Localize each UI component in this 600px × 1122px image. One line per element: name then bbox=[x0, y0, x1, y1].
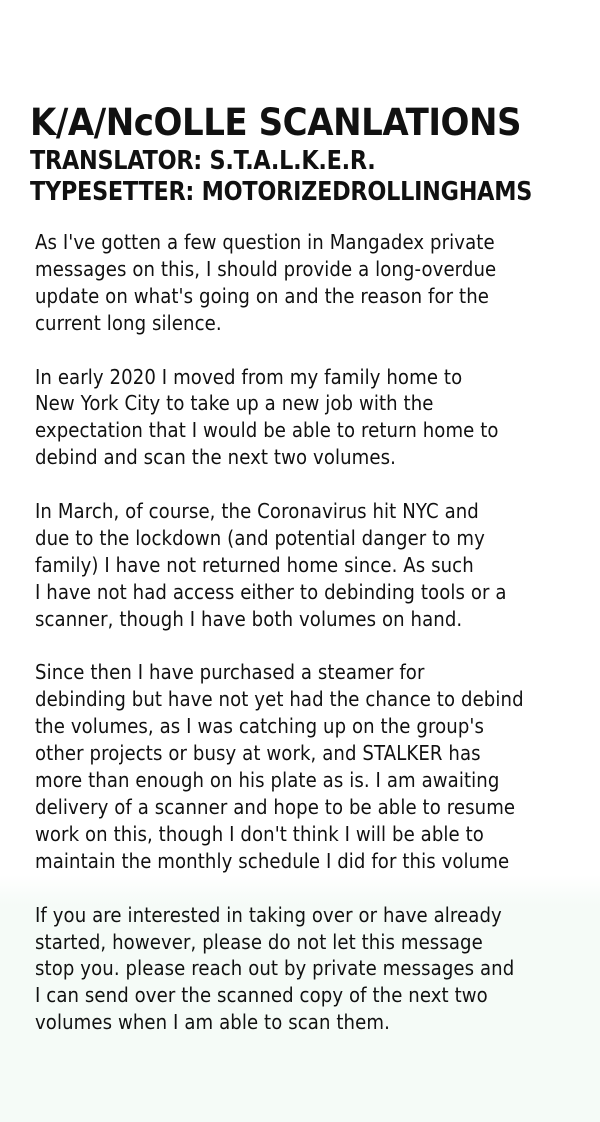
paragraph-line: New York City to take up a new job with the bbox=[35, 391, 434, 416]
paragraph-line: maintain the monthly schedule I did for this volume bbox=[35, 848, 510, 873]
typesetter-credit: TYPESETTER: MOTORIZEDROLLINGHAMS bbox=[30, 177, 533, 207]
paragraph-line: If you are interested in taking over or have already bbox=[35, 902, 502, 927]
notice-body bbox=[35, 229, 585, 1063]
paragraph-line: Since then I have purchased a steamer for bbox=[35, 660, 425, 685]
paragraph-line: In March, of course, the Coronavirus hit NYC and bbox=[35, 499, 479, 524]
paragraph-1 bbox=[35, 229, 533, 337]
paragraph-line: delivery of a scanner and hope to be able to resume bbox=[35, 794, 516, 819]
paragraph-line: volumes when I am able to scan them. bbox=[35, 1010, 390, 1035]
credits-header bbox=[30, 100, 590, 208]
paragraph-line: started, however, please do not let this message bbox=[35, 929, 483, 954]
paragraph-line: expectation that I would be able to return home to bbox=[35, 418, 499, 443]
paragraph-line: work on this, though I don't think I will be able to bbox=[35, 821, 484, 846]
paragraph-line: update on what's going on and the reason for the bbox=[35, 283, 490, 308]
paragraph-line: scanner, though I have both volumes on hand. bbox=[35, 606, 463, 631]
paragraph-line: stop you. please reach out by private messages and bbox=[35, 956, 515, 981]
paragraph-line: messages on this, I should provide a long-overdue bbox=[35, 256, 497, 281]
paragraph-line: current long silence. bbox=[35, 310, 222, 335]
paragraph-line: due to the lockdown (and potential danger to my bbox=[35, 525, 485, 550]
translator-credit: TRANSLATOR: S.T.A.L.K.E.R. bbox=[30, 146, 376, 176]
paragraph-4 bbox=[35, 659, 533, 874]
paragraph-line: I can send over the scanned copy of the next two bbox=[35, 983, 488, 1008]
paragraph-line: more than enough on his plate as is. I am awaiting bbox=[35, 768, 500, 793]
paragraph-line: family) I have not returned home since. As such bbox=[35, 552, 474, 577]
paragraph-2 bbox=[35, 364, 533, 472]
group-title: K/A/NcOLLE SCANLATIONS bbox=[30, 101, 522, 144]
paragraph-line: the volumes, as I was catching up on the group's bbox=[35, 714, 484, 739]
paragraph-5 bbox=[35, 902, 533, 1037]
paragraph-line: In early 2020 I moved from my family home to bbox=[35, 364, 463, 389]
paragraph-line: As I've gotten a few question in Mangadex private bbox=[35, 230, 495, 254]
paragraph-line: other projects or busy at work, and STALKER has bbox=[35, 741, 481, 766]
paragraph-3 bbox=[35, 498, 533, 633]
paragraph-line: I have not had access either to debinding tools or a bbox=[35, 579, 507, 604]
paragraph-line: debind and scan the next two volumes. bbox=[35, 445, 396, 470]
paragraph-line: debinding but have not yet had the chance to debind bbox=[35, 687, 524, 712]
